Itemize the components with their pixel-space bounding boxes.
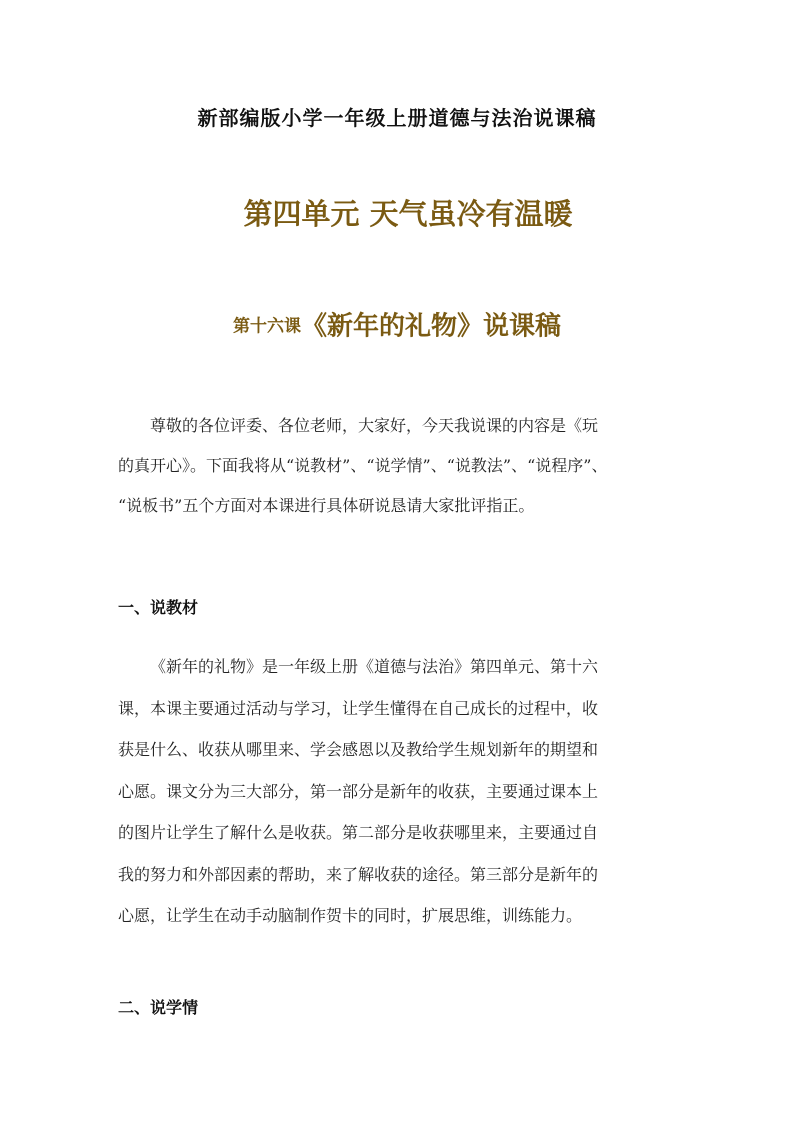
paragraph-line: 的图片让学生了解什么是收获。第二部分是收获哪里来，主要通过自 xyxy=(118,823,599,842)
paragraph-line: 心愿。课文分为三大部分，第一部分是新年的收获，主要通过课本上 xyxy=(118,781,599,801)
paragraph-line: 《新年的礼物》是一年级上册《道德与法治》第四单元、第十六 xyxy=(150,657,599,676)
unit-title xyxy=(0,194,794,234)
textbook-paragraph xyxy=(118,646,694,937)
paragraph-line: 我的努力和外部因素的帮助，来了解收获的途径。第三部分是新年的 xyxy=(118,864,599,884)
paragraph-line: 心愿，让学生在动手动脑制作贺卡的同时，扩展思维，训练能力。 xyxy=(118,906,583,925)
intro-line: 的真开心》。下面我将从“说教材”、“说学情”、“说教法”、“说程序”、 xyxy=(118,456,608,475)
document-title: 新部编版小学一年级上册道德与法治说课稿 xyxy=(197,106,597,130)
intro-line: “说板书”五个方面对本课进行具体研说恳请大家批评指正。 xyxy=(118,496,535,515)
intro-paragraph xyxy=(118,406,694,526)
paragraph-line: 获是什么、收获从哪里来、学会感恩以及教给学生规划新年的期望和 xyxy=(118,740,599,759)
lesson-number: 第十六课 xyxy=(232,316,301,337)
section-heading-textbook: 一、说教材 xyxy=(118,598,199,617)
lesson-title xyxy=(0,306,794,346)
paragraph-line: 课，本课主要通过活动与学习，让学生懂得在自己成长的过程中，收 xyxy=(118,698,599,718)
section-heading-students: 二、说学情 xyxy=(118,998,199,1017)
unit-name: 天气虽冷有温暖 xyxy=(369,197,573,231)
unit-number: 第四单元 xyxy=(243,197,360,231)
intro-line: 尊敬的各位评委、各位老师，大家好，今天我说课的内容是《玩 xyxy=(150,416,599,435)
lesson-name: 《新年的礼物》说课稿 xyxy=(300,311,561,342)
